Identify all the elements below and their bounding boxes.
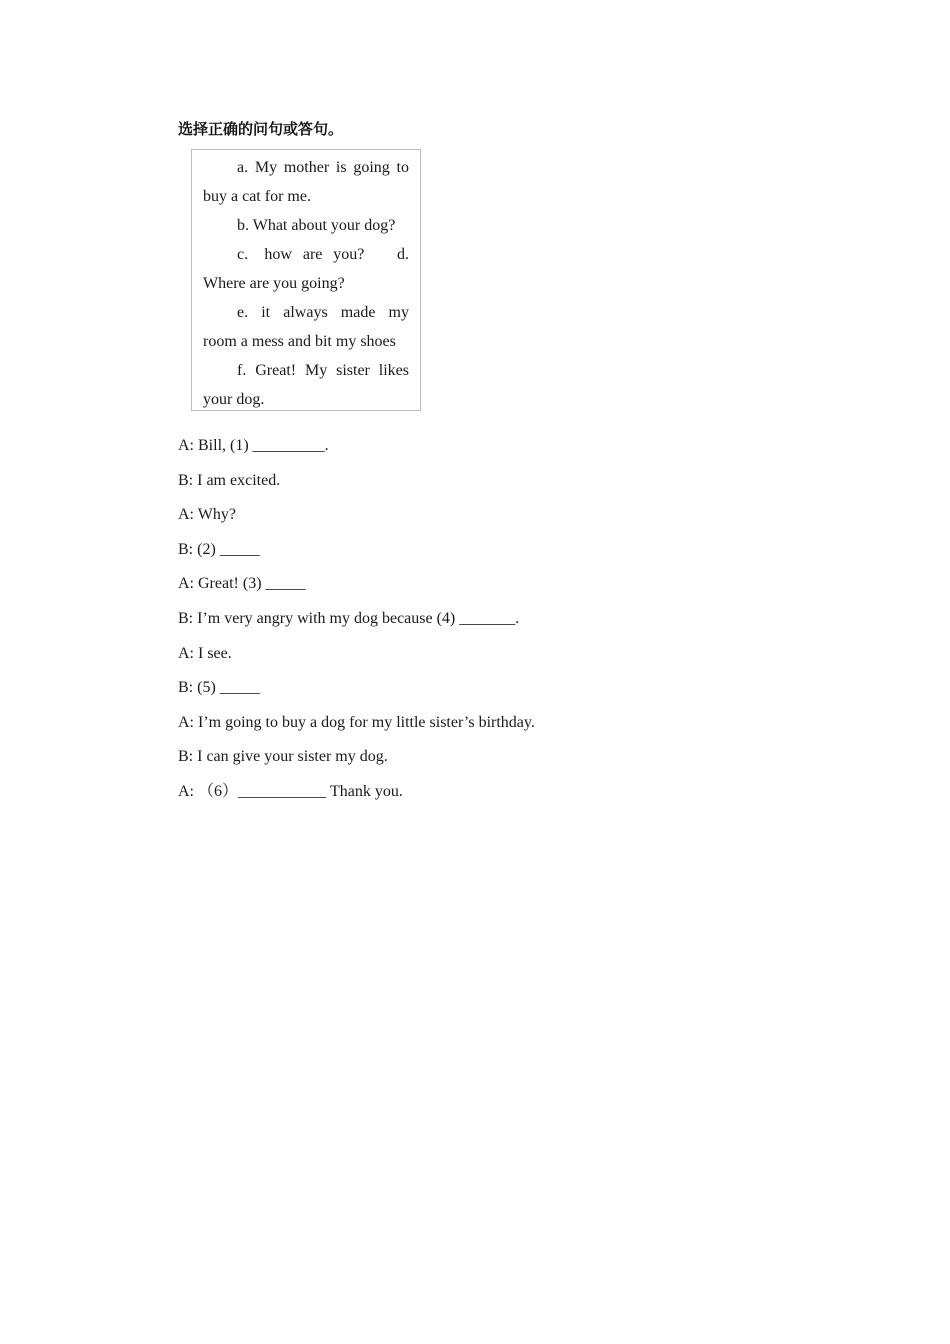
dialogue-line-7: A: I see. (178, 644, 232, 662)
dialogue-line-8: B: (5) _____ (178, 679, 260, 697)
dialogue-line-5: A: Great! (3) _____ (178, 575, 306, 593)
dialogue-line-1: A: Bill, (1) _________. (178, 437, 329, 454)
exercise-instruction: 选择正确的问句或答句。 (178, 120, 344, 138)
option-f: f. Great! My sister likes your dog. (203, 362, 409, 408)
option-c-d: c. how are you? d. Where are you going? (203, 246, 409, 292)
option-a: a. My mother is going to buy a cat for me. (203, 159, 409, 205)
dialogue-line-6: B: I’m very angry with my dog because (4) _______. (178, 609, 520, 627)
dialogue-line-3: A: Why? (178, 506, 236, 524)
dialogue-line-2: B: I am excited. (178, 471, 281, 489)
option-b: b. What about your dog? (237, 217, 396, 234)
dialogue-line-9: A: I’m going to buy a dog for my little sister’s birthday. (178, 713, 535, 731)
dialogue-line-4: B: (2) _____ (178, 540, 260, 558)
option-e: e. it always made my room a mess and bit my shoes (203, 304, 409, 350)
dialogue-line-11: A: （6）___________ Thank you. (178, 782, 403, 800)
answer-options-box (191, 149, 421, 411)
dialogue-block (178, 432, 535, 813)
dialogue-line-10: B: I can give your sister my dog. (178, 748, 388, 766)
